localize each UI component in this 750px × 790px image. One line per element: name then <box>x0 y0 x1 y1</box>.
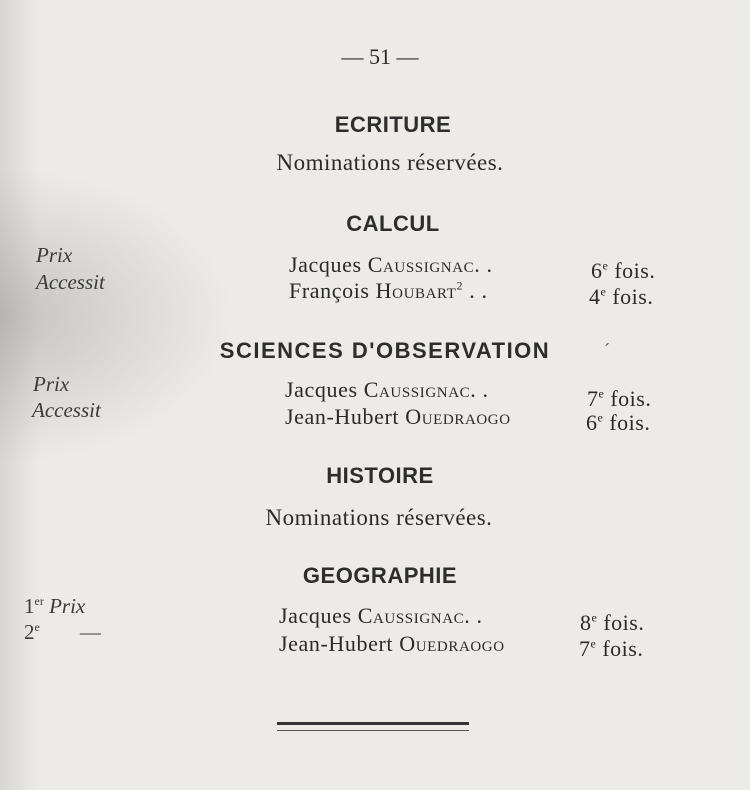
histoire-note: Nominations réservées. <box>265 505 493 530</box>
stray-mark: ˊ <box>604 340 610 360</box>
recipient-name: François Houbart$^2$ . . <box>289 278 488 303</box>
times-count: 6e fois. <box>586 410 651 435</box>
times-count: 7e fois. <box>587 386 652 411</box>
award-label: 1er Prix <box>24 594 86 618</box>
recipient-name: Jean-Hubert Ouedraogo <box>285 404 511 429</box>
recipient-name: Jean-Hubert Ouedraogo <box>279 631 505 656</box>
recipient-name: Jacques Caussignac. . <box>289 252 493 277</box>
section-heading-sciences: SCIENCES D'OBSERVATION <box>219 338 551 363</box>
recipient-name: Jacques Caussignac. . <box>279 603 483 628</box>
times-count: 4e fois. <box>589 284 654 309</box>
section-heading-ecriture: ECRITURE <box>334 112 452 137</box>
times-count: 7e fois. <box>579 636 644 661</box>
award-label: Accessit <box>36 270 105 294</box>
closing-rule-thin <box>277 730 469 731</box>
times-count: 6e fois. <box>591 258 656 283</box>
award-label: Prix <box>33 372 70 396</box>
section-heading-histoire: HISTOIRE <box>326 463 434 488</box>
award-label: Accessit <box>32 398 101 422</box>
page-number: — 51 — <box>341 44 419 69</box>
section-heading-calcul: CALCUL <box>346 211 440 236</box>
award-label: Prix <box>36 243 73 267</box>
ecriture-note: Nominations réservées. <box>276 150 504 175</box>
section-heading-geographie: GEOGRAPHIE <box>302 563 458 588</box>
closing-rule <box>277 722 469 725</box>
award-label: 2e — <box>24 620 101 644</box>
times-count: 8e fois. <box>580 610 645 635</box>
recipient-name: Jacques Caussignac. . <box>285 377 489 402</box>
